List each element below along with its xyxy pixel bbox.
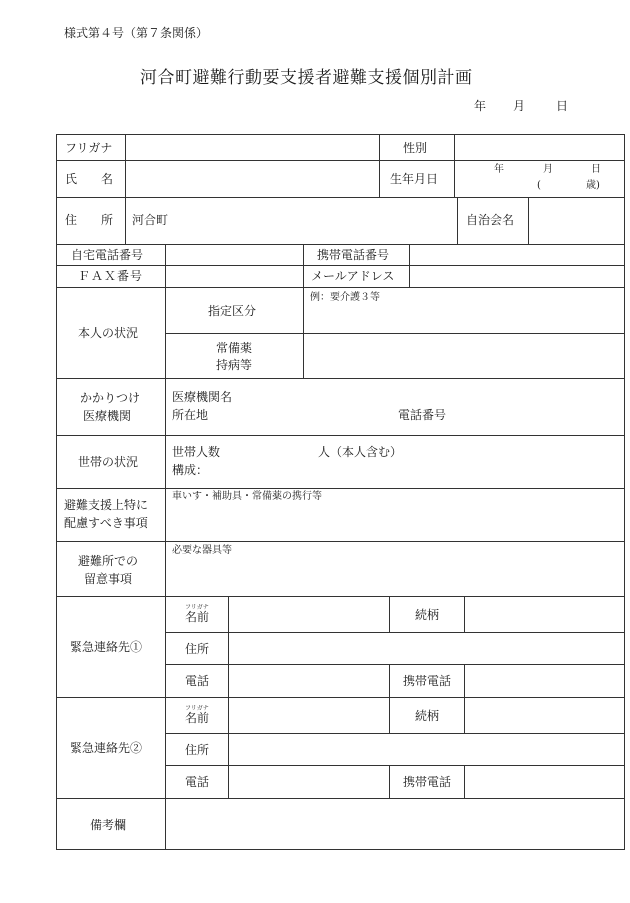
household-label: 世帯の状況 [78, 455, 139, 469]
contact2-address-input[interactable] [230, 735, 623, 763]
col-divider [464, 596, 465, 632]
contact1-mobile-label: 携帯電話 [403, 674, 452, 688]
furigana-label: フリガナ [65, 141, 113, 155]
contact1-name-ruby: フリガナ [185, 604, 209, 611]
row-divider [56, 798, 625, 799]
row-divider [165, 733, 625, 734]
remarks-input[interactable] [167, 800, 623, 848]
emergency-contact-2-label: 緊急連絡先② [70, 741, 143, 755]
shelter-notes-label-line2: 留意事項 [84, 572, 133, 586]
medication-label-line1: 常備薬 [216, 341, 253, 355]
contact2-address-label: 住所 [185, 743, 210, 757]
col-divider [528, 197, 529, 244]
home-phone-label: 自宅電話番号 [71, 248, 144, 262]
association-input[interactable] [530, 199, 623, 242]
association-label: 自治会名 [466, 213, 515, 227]
contact2-relationship-input[interactable] [466, 699, 623, 731]
row-divider [165, 632, 625, 633]
form-number: 様式第４号（第７条関係） [64, 26, 209, 40]
page-title: 河合町避難行動要支援者避難支援個別計画 [140, 68, 473, 88]
household-composition-label[interactable]: 構成： [172, 463, 209, 477]
emergency-contact-1-label: 緊急連絡先① [70, 640, 143, 654]
contact2-name-input[interactable] [230, 699, 387, 731]
address-label: 住 所 [65, 213, 114, 227]
evac-notes-label-line2: 配慮すべき事項 [64, 516, 148, 530]
contact1-relationship-label: 続柄 [415, 608, 440, 622]
col-divider [464, 664, 465, 697]
row-divider [56, 435, 625, 436]
gender-input[interactable] [456, 136, 623, 158]
contact2-name-ruby: フリガナ [185, 705, 209, 712]
col-divider [125, 134, 126, 244]
row-divider [56, 160, 625, 161]
birth-year-label: 年 [494, 164, 504, 175]
contact2-relationship-label: 続柄 [415, 709, 440, 723]
mobile-phone-input[interactable] [411, 246, 623, 264]
age-paren-open: ( [537, 180, 541, 191]
care-level-label: 指定区分 [208, 304, 257, 318]
birthdate-label: 生年月日 [390, 172, 439, 186]
email-input[interactable] [411, 267, 623, 285]
col-divider [228, 596, 229, 798]
age-suffix: 歳) [586, 180, 600, 191]
row-divider [56, 287, 625, 288]
gender-label: 性別 [403, 141, 428, 155]
date-year-label: 年 [474, 99, 487, 113]
evac-notes-label-line1: 避難支援上特に [64, 498, 149, 512]
col-divider [409, 244, 410, 287]
contact1-relationship-input[interactable] [466, 598, 623, 630]
clinic-name-label[interactable]: 医療機関名 [172, 390, 233, 404]
shelter-notes-label-line1: 避難所での [78, 554, 139, 568]
clinic-label-line1: かかりつけ [80, 391, 141, 405]
row-divider [56, 378, 625, 379]
address-value[interactable]: 河合町 [132, 213, 169, 227]
email-label: メールアドレス [311, 269, 395, 283]
status-label: 本人の状況 [78, 326, 139, 340]
contact2-name-label: 名前 [185, 711, 210, 725]
col-divider [457, 197, 458, 244]
name-label: 氏 名 [65, 172, 114, 186]
contact2-phone-input[interactable] [230, 767, 387, 796]
col-divider [389, 596, 390, 632]
col-divider [303, 244, 304, 378]
col-divider [464, 765, 465, 798]
care-level-example[interactable]: 例：要介護３等 [310, 292, 380, 303]
contact2-mobile-label: 携帯電話 [403, 775, 452, 789]
row-divider [165, 333, 625, 334]
col-divider [454, 134, 455, 197]
col-divider [389, 765, 390, 798]
household-count-label[interactable]: 世帯人数 [172, 445, 221, 459]
contact1-phone-label: 電話 [185, 674, 210, 688]
row-divider [56, 697, 625, 698]
col-divider [379, 134, 380, 197]
evac-notes-example[interactable]: 車いす・補助具・常備薬の携行等 [172, 491, 322, 502]
remarks-label: 備考欄 [90, 818, 127, 832]
row-divider [56, 541, 625, 542]
contact1-mobile-input[interactable] [466, 666, 623, 695]
clinic-label-line2: 医療機関 [83, 409, 132, 423]
contact2-phone-label: 電話 [185, 775, 210, 789]
col-divider [389, 664, 390, 697]
medication-label-line2: 持病等 [216, 358, 253, 372]
household-count-suffix: 人（本人含む） [318, 445, 403, 459]
contact1-address-label: 住所 [185, 642, 210, 656]
medication-input[interactable] [305, 335, 623, 376]
contact1-address-input[interactable] [230, 634, 623, 662]
home-phone-input[interactable] [167, 246, 301, 264]
row-divider [56, 197, 625, 198]
contact2-mobile-input[interactable] [466, 767, 623, 796]
contact1-name-input[interactable] [230, 598, 387, 630]
fax-input[interactable] [167, 267, 301, 285]
date-month-label: 月 [513, 99, 526, 113]
contact1-phone-input[interactable] [230, 666, 387, 695]
col-divider [464, 697, 465, 733]
row-divider [56, 488, 625, 489]
fax-label: ＦＡＸ番号 [78, 269, 144, 283]
name-input[interactable] [127, 162, 377, 195]
row-divider [56, 596, 625, 597]
furigana-input[interactable] [127, 136, 377, 158]
contact1-name-label: 名前 [185, 610, 210, 624]
birth-month-label: 月 [543, 164, 553, 175]
row-divider [56, 244, 625, 245]
row-divider [165, 664, 625, 665]
clinic-location-label[interactable]: 所在地 [172, 408, 209, 422]
mobile-phone-label: 携帯電話番号 [317, 248, 390, 262]
clinic-phone-label[interactable]: 電話番号 [398, 408, 447, 422]
row-divider [165, 765, 625, 766]
date-day-label: 日 [556, 99, 569, 113]
shelter-notes-example[interactable]: 必要な器具等 [172, 545, 232, 556]
birth-day-label: 日 [591, 164, 601, 175]
row-divider [56, 265, 625, 266]
col-divider [389, 697, 390, 733]
col-divider [165, 244, 166, 850]
